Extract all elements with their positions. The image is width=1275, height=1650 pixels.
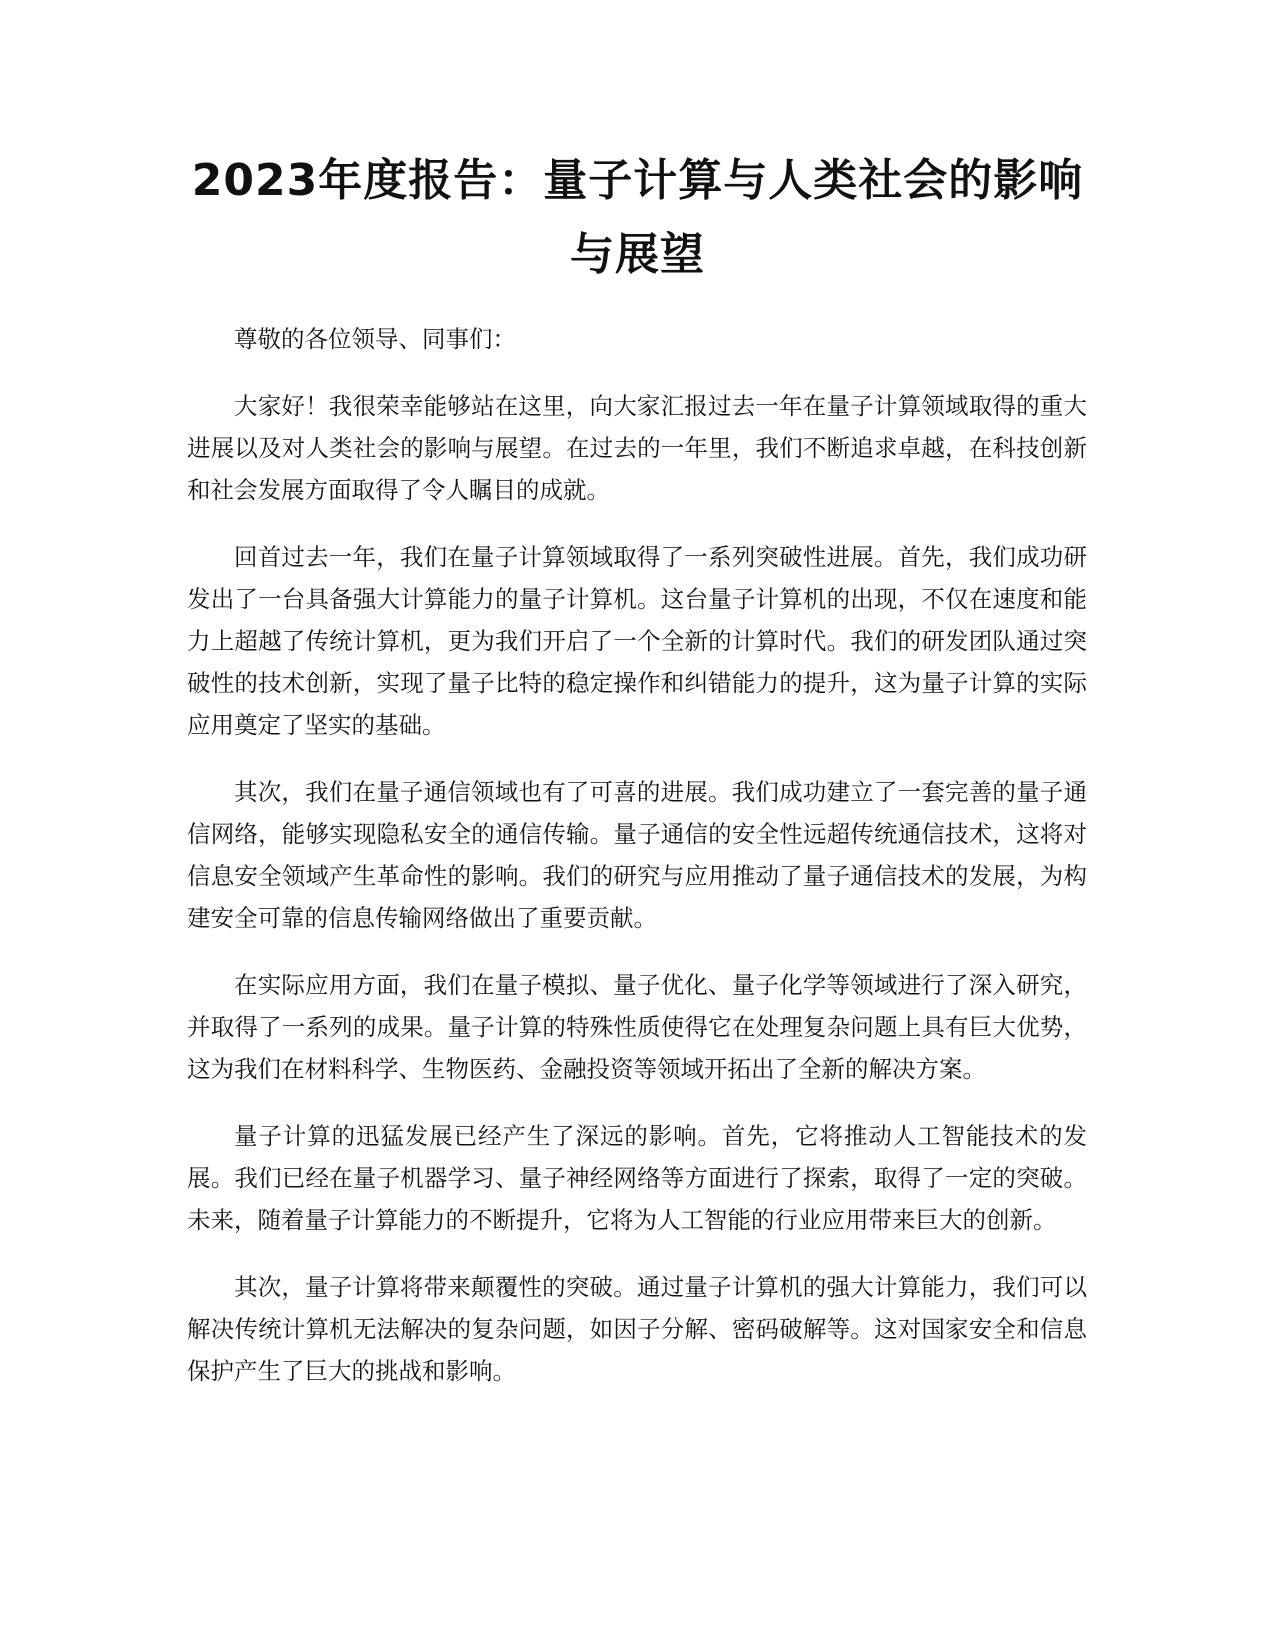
document-body: [187, 318, 1087, 1417]
document-title-line-1: 2023年度报告：量子计算与人类社会的影响: [191, 155, 1084, 206]
salutation: 尊敬的各位领导、同事们：: [234, 325, 516, 353]
paragraph-5: 量子计算的迅猛发展已经产生了深远的影响。首先，它将推动人工智能技术的发展。我们已经在量子机器学习、量子神经网络等方面进行了探索，取得了一定的突破。未来，随着量子计算能力的不断提升，它将为人工智能的行业应用带来巨大的创新。: [187, 1122, 1087, 1234]
paragraph-6: 其次，量子计算将带来颠覆性的突破。通过量子计算机的强大计算能力，我们可以解决传统计算机无法解决的复杂问题，如因子分解、密码破解等。这对国家安全和信息保护产生了巨大的挑战和影响。: [187, 1273, 1087, 1385]
document-title: [150, 144, 1125, 292]
paragraph-3: 其次，我们在量子通信领域也有了可喜的进展。我们成功建立了一套完善的量子通信网络，能够实现隐私安全的通信传输。量子通信的安全性远超传统通信技术，这将对信息安全领域产生革命性的影响。我们的研究与应用推动了量子通信技术的发展，为构建安全可靠的信息传输网络做出了重要贡献。: [187, 778, 1087, 932]
document-title-line-2: 与展望: [570, 229, 705, 280]
paragraph-1: 大家好！我很荣幸能够站在这里，向大家汇报过去一年在量子计算领域取得的重大进展以及对人类社会的影响与展望。在过去的一年里，我们不断追求卓越，在科技创新和社会发展方面取得了令人瞩目的成就。: [187, 392, 1087, 504]
paragraph-2: 回首过去一年，我们在量子计算领域取得了一系列突破性进展。首先，我们成功研发出了一台具备强大计算能力的量子计算机。这台量子计算机的出现，不仅在速度和能力上超越了传统计算机，更为我们开启了一个全新的计算时代。我们的研发团队通过突破性的技术创新，实现了量子比特的稳定操作和纠错能力的提升，这为量子计算的实际应用奠定了坚实的基础。: [187, 543, 1087, 739]
paragraph-4: 在实际应用方面，我们在量子模拟、量子优化、量子化学等领域进行了深入研究，并取得了一系列的成果。量子计算的特殊性质使得它在处理复杂问题上具有巨大优势，这为我们在材料科学、生物医药、金融投资等领域开拓出了全新的解决方案。: [187, 971, 1087, 1083]
